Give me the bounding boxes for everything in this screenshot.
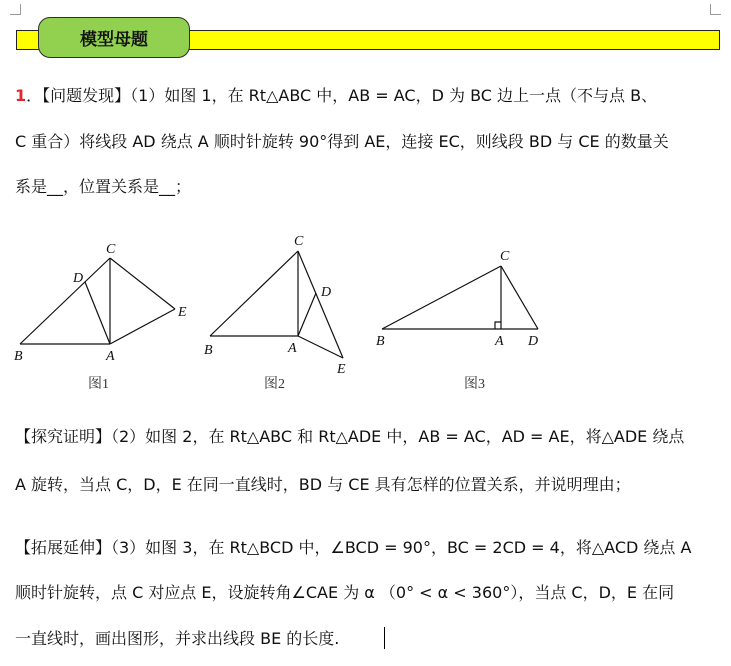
fig3-label-A: A <box>495 334 504 349</box>
figure-3 <box>370 244 550 394</box>
fig1-label-E: E <box>178 305 187 320</box>
part3-line-2: 顺时针旋转，点 C 对应点 E，设旋转角∠CAE 为 α （0° < α < 360°），当点 C，D，E 在同 <box>15 583 675 602</box>
fig3-caption: 图3 <box>464 377 485 392</box>
fig1-label-D: D <box>73 271 84 286</box>
fig3-label-C: C <box>500 249 510 264</box>
problem-line-1 <box>15 85 720 107</box>
fig3-label-D: D <box>528 334 539 349</box>
fig2-caption: 图2 <box>264 377 285 390</box>
part3-line-1: 【拓展延伸】（3）如图 3，在 Rt△BCD 中，∠BCD = 90°，BC = 2CD = 4，将△ACD 绕点 A <box>15 538 692 557</box>
problem-line-2: C 重合）将线段 AD 绕点 A 顺时针旋转 90°得到 AE，连接 EC，则线段 BD 与 CE 的数量关 <box>15 132 669 151</box>
part2-line-2: A 旋转，当点 C，D，E 在同一直线时，BD 与 CE 具有怎样的位置关系，并说明理由； <box>15 475 631 494</box>
part2-line-1: 【探究证明】（2）如图 2，在 Rt△ABC 和 Rt△ADE 中，AB = AC，AD = AE，将△ADE 绕点 <box>15 427 685 446</box>
fig1-label-A: A <box>106 349 115 364</box>
fig2-label-E: E <box>337 362 346 377</box>
header-tab: 模型母题 <box>38 17 190 58</box>
fig2-label-A: A <box>288 341 297 356</box>
fig2-label-C: C <box>294 234 304 249</box>
problem-number: 1 <box>15 86 27 105</box>
page-corner-mark-right <box>710 4 721 15</box>
fig2-label-D: D <box>321 285 332 300</box>
fig1-label-B: B <box>14 349 23 364</box>
problem-line-3: 系是__，位置关系是__； <box>15 177 192 196</box>
part3-line-3: 一直线时，画出图形，并求出线段 BE 的长度. <box>15 629 340 648</box>
fig2-label-B: B <box>204 343 213 358</box>
figure-2 <box>198 230 363 390</box>
text-cursor <box>384 627 385 649</box>
page-corner-mark-left <box>10 4 21 15</box>
fig3-label-B: B <box>376 334 385 349</box>
problem-line1-text: ．【问题发现】（1）如图 1，在 Rt△ABC 中，AB = AC，D 为 BC 边上一点（不与点 B、 <box>26 86 658 105</box>
figure-1 <box>10 236 200 396</box>
fig1-caption: 图1 <box>88 377 109 392</box>
fig1-label-C: C <box>106 242 116 257</box>
